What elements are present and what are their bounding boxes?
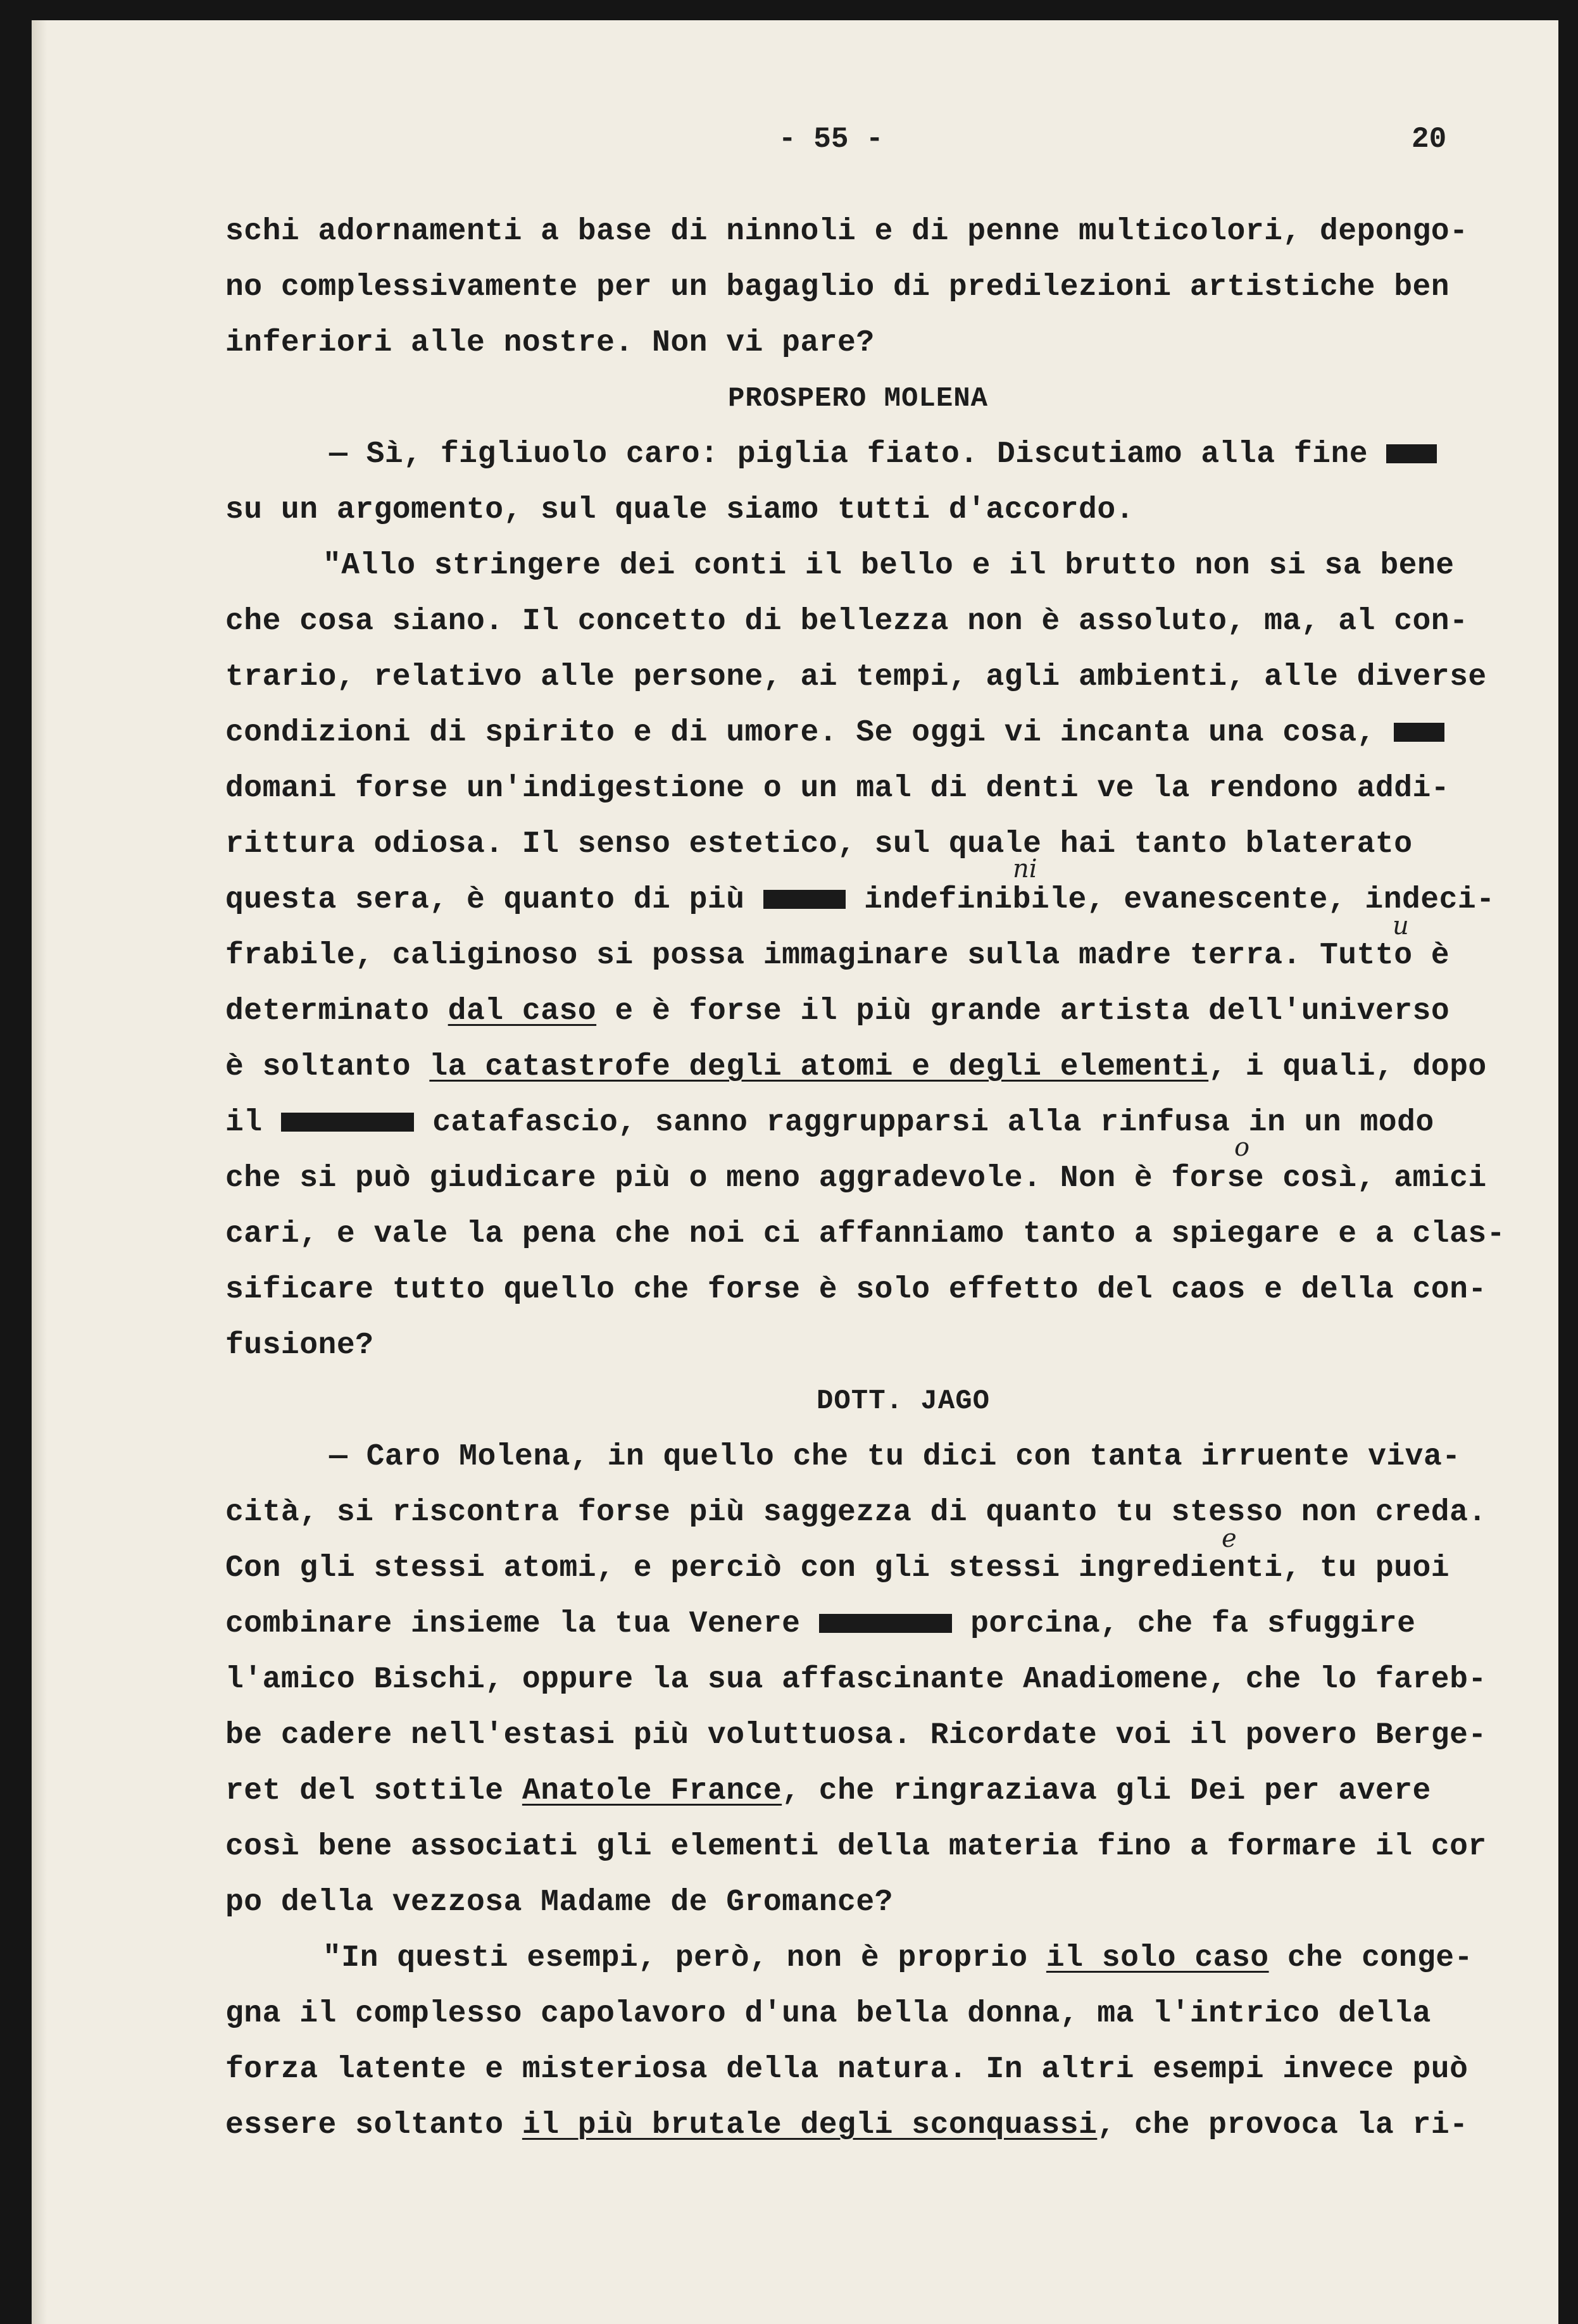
handwritten-correction: e xyxy=(1222,1524,1237,1553)
line-text: , i quali, dopo xyxy=(1208,1050,1487,1084)
text-line: l'amico Bischi, oppure la sua affascinante Anadiomene, che lo fareb- xyxy=(225,1663,1487,1697)
line-text: il xyxy=(225,1106,263,1140)
text-line: forza latente e misteriosa della natura. In altri esempi invece può xyxy=(225,2052,1468,2087)
text-line: fusione? xyxy=(225,1328,374,1363)
line-text: questa sera, è quanto di più xyxy=(225,883,745,917)
redaction-mark xyxy=(281,1113,414,1132)
line-text: che conge- xyxy=(1287,1941,1473,1975)
text-line: frabile, caliginoso si possa immaginare sulla madre terra. Tutto è xyxy=(225,939,1450,973)
text-line xyxy=(225,994,1450,1029)
text-line: schi adornamenti a base di ninnoli e di penne multicolori, depongo- xyxy=(225,215,1468,249)
line-text: determinato xyxy=(225,994,430,1028)
underlined-phrase: il solo caso xyxy=(1046,1941,1269,1975)
text-line: be cadere nell'estasi più voluttuosa. Ricordate voi il povero Berge- xyxy=(225,1718,1487,1752)
text-line xyxy=(225,2108,1468,2143)
text-line xyxy=(225,1105,1434,1140)
redaction-mark xyxy=(819,1614,952,1633)
underlined-phrase: Anatole France xyxy=(522,1774,782,1808)
line-text: porcina, che fa sfuggire xyxy=(970,1607,1416,1641)
speaker-name: PROSPERO MOLENA xyxy=(728,383,989,415)
text-line: gna il complesso capolavoro d'una bella donna, ma l'intrico della xyxy=(225,1997,1431,2031)
line-text: condizioni di spirito e di umore. Se oggi vi incanta una cosa, xyxy=(225,716,1375,750)
line-text: , che provoca la ri- xyxy=(1097,2108,1468,2142)
text-line xyxy=(323,1940,1473,1976)
text-line xyxy=(329,437,1437,472)
text-line: cari, e vale la pena che noi ci affanniamo tanto a spiegare e a clas- xyxy=(225,1217,1506,1251)
text-line: così bene associati gli elementi della materia fino a formare il cor xyxy=(225,1830,1487,1864)
typescript-body xyxy=(32,20,1558,2324)
text-line: rittura odiosa. Il senso estetico, sul quale hai tanto blaterato xyxy=(225,827,1413,861)
text-line: po della vezzosa Madame de Gromance? xyxy=(225,1885,893,1920)
text-line: Con gli stessi atomi, e perciò con gli stessi ingredienti, tu puoi xyxy=(225,1551,1450,1585)
handwritten-correction: u xyxy=(1393,911,1409,940)
underlined-phrase: il più brutale degli sconquassi xyxy=(522,2108,1098,2142)
line-text: è soltanto xyxy=(225,1050,411,1084)
document-page xyxy=(32,20,1558,2324)
text-line xyxy=(225,882,1495,918)
text-line: cità, si riscontra forse più saggezza di quanto tu stesso non creda. xyxy=(225,1496,1487,1530)
line-text: catafascio, sanno raggrupparsi alla rinfusa in un modo xyxy=(432,1106,1434,1140)
line-text: ret del sottile xyxy=(225,1774,504,1808)
underlined-phrase: la catastrofe degli atomi e degli elementi xyxy=(429,1050,1209,1084)
text-line xyxy=(225,1606,1415,1642)
text-line: su un argomento, sul quale siamo tutti d'accordo. xyxy=(225,493,1134,527)
text-line: inferiori alle nostre. Non vi pare? xyxy=(225,326,875,360)
line-text: , che ringraziava gli Dei per avere xyxy=(782,1774,1431,1808)
text-line: trario, relativo alle persone, ai tempi, agli ambienti, alle diverse xyxy=(225,660,1487,694)
text-line: che si può giudicare più o meno aggradevole. Non è forse così, amici xyxy=(225,1161,1487,1196)
handwritten-correction: ni xyxy=(1013,854,1037,884)
text-line: "Allo stringere dei conti il bello e il brutto non si sa bene xyxy=(323,549,1455,583)
line-text: essere soltanto xyxy=(225,2108,504,2142)
text-line xyxy=(225,1049,1487,1085)
line-text: indefinibile, evanescente, indeci- xyxy=(864,883,1495,917)
text-line xyxy=(225,715,1444,751)
handwritten-correction: o xyxy=(1234,1133,1250,1162)
text-line: sificare tutto quello che forse è solo effetto del caos e della con- xyxy=(225,1273,1487,1307)
text-line: domani forse un'indigestione o un mal di denti ve la rendono addi- xyxy=(225,772,1450,806)
text-line xyxy=(225,1773,1431,1809)
line-text: — Sì, figliuolo caro: piglia fiato. Discutiamo alla fine xyxy=(329,437,1368,472)
page-number: - 55 - xyxy=(779,123,884,156)
text-line: — Caro Molena, in quello che tu dici con tanta irruente viva- xyxy=(329,1440,1461,1474)
redaction-mark xyxy=(1394,723,1444,742)
sheet-number: 20 xyxy=(1412,123,1447,156)
line-text: e è forse il più grande artista dell'universo xyxy=(615,994,1450,1028)
line-text: combinare insieme la tua Venere xyxy=(225,1607,801,1641)
underlined-phrase: dal caso xyxy=(448,994,597,1028)
text-line: no complessivamente per un bagaglio di predilezioni artistiche ben xyxy=(225,270,1450,304)
redaction-mark xyxy=(1386,444,1437,463)
redaction-mark xyxy=(763,890,846,909)
speaker-name: DOTT. JAGO xyxy=(817,1385,991,1417)
text-line: che cosa siano. Il concetto di bellezza non è assoluto, ma, al con- xyxy=(225,604,1468,639)
line-text: "In questi esempi, però, non è proprio xyxy=(323,1941,1028,1975)
